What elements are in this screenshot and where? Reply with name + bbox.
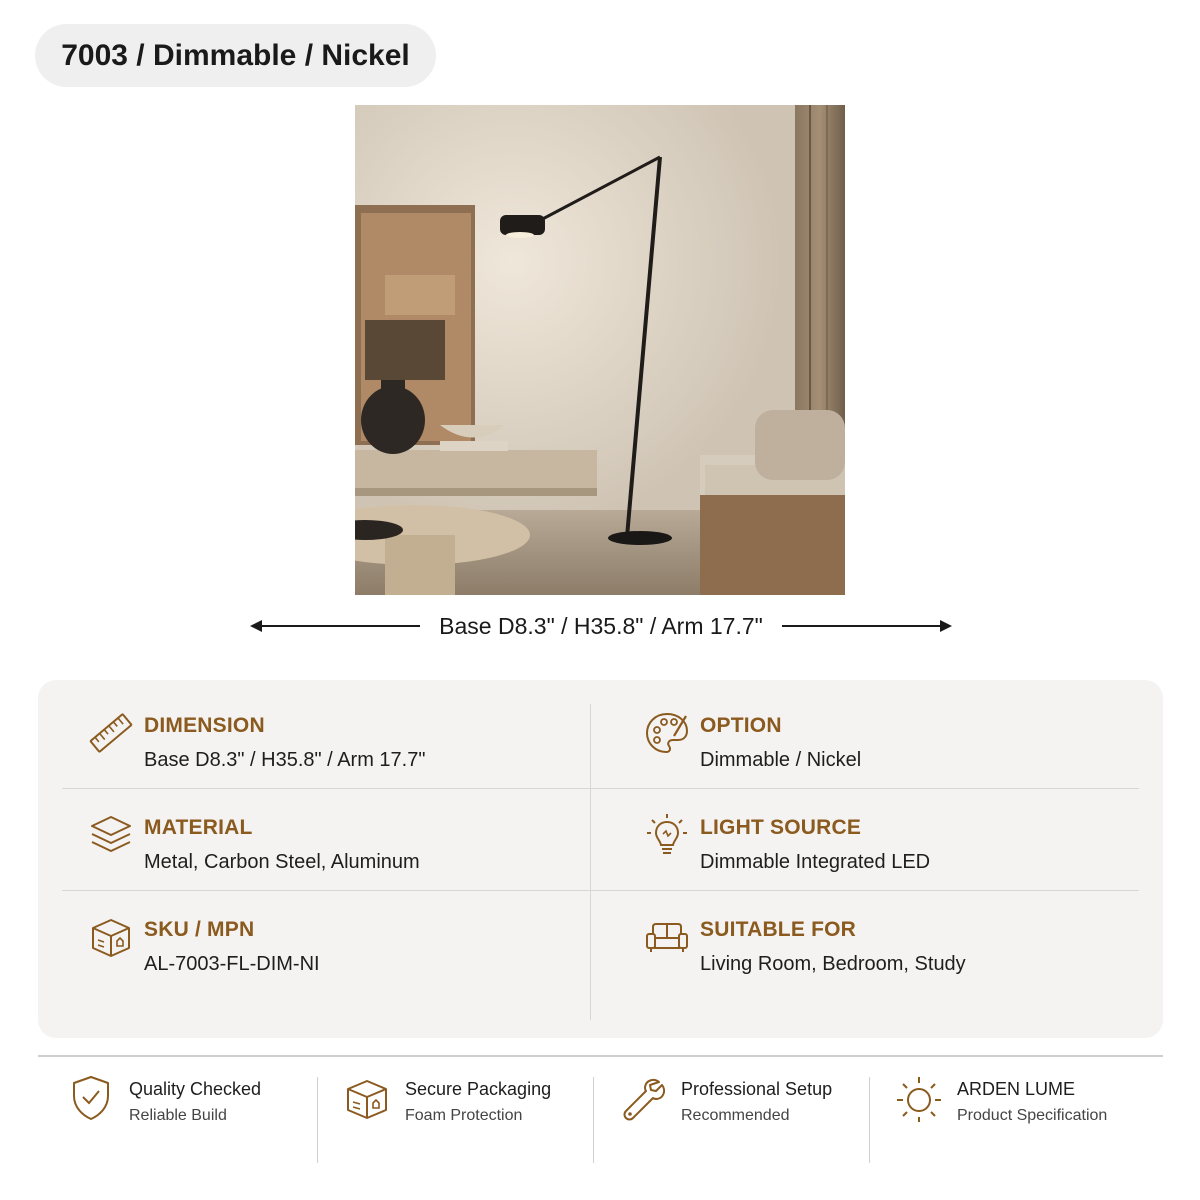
product-title <box>35 24 436 87</box>
lamp-room-illustration <box>355 105 845 595</box>
badge-brand <box>897 1074 1167 1164</box>
spec-suitable-for-label: SUITABLE FOR <box>700 918 857 941</box>
spec-material <box>88 812 588 902</box>
spec-sku <box>88 914 588 1004</box>
spec-dimension-value: Base D8.3" / H35.8" / Arm 17.7" <box>144 749 426 771</box>
palette-icon <box>644 710 690 756</box>
badge-quality-subtitle: Reliable Build <box>129 1107 227 1124</box>
badge-divider <box>869 1077 870 1163</box>
badge-setup-subtitle: Recommended <box>681 1107 790 1124</box>
spec-option-value: Dimmable / Nickel <box>700 749 862 771</box>
spec-suitable-for <box>644 914 1144 1004</box>
badge-quality-title: Quality Checked <box>129 1079 262 1099</box>
spec-divider-vertical <box>590 704 591 1020</box>
spec-light-source <box>644 812 1144 902</box>
product-title-text: 7003 / Dimmable / Nickel <box>61 38 410 72</box>
badge-packaging-subtitle: Foam Protection <box>405 1107 523 1124</box>
dimension-label: Base D8.3" / H35.8" / Arm 17.7" <box>439 613 763 639</box>
spec-option-label: OPTION <box>700 714 782 737</box>
package-icon <box>88 914 134 960</box>
spec-sku-label: SKU / MPN <box>144 918 255 941</box>
badge-brand-title: ARDEN LUME <box>957 1079 1076 1099</box>
badge-packaging <box>345 1074 615 1164</box>
lightbulb-icon <box>644 812 690 858</box>
spec-sku-value: AL-7003-FL-DIM-NI <box>144 953 320 975</box>
spec-light-source-label: LIGHT SOURCE <box>700 816 862 839</box>
shield-check-icon <box>69 1074 113 1122</box>
sofa-icon <box>644 914 690 960</box>
arrow-right-icon <box>940 620 952 632</box>
dimension-indicator <box>250 606 952 646</box>
wrench-icon <box>621 1074 665 1122</box>
spec-suitable-for-value: Living Room, Bedroom, Study <box>700 953 966 975</box>
badge-divider <box>593 1077 594 1163</box>
spec-dimension-label: DIMENSION <box>144 714 265 737</box>
badge-quality <box>69 1074 339 1164</box>
badge-brand-subtitle: Product Specification <box>957 1107 1108 1124</box>
spec-light-source-value: Dimmable Integrated LED <box>700 851 931 873</box>
sun-icon <box>897 1074 941 1122</box>
product-photo <box>355 105 845 595</box>
badge-setup <box>621 1074 891 1164</box>
badge-divider <box>317 1077 318 1163</box>
spec-card <box>38 680 1163 1038</box>
ruler-icon <box>88 710 134 756</box>
layers-icon <box>88 812 134 858</box>
spec-dimension <box>88 710 588 800</box>
dimension-rule-right <box>782 625 942 627</box>
badge-setup-title: Professional Setup <box>681 1079 833 1099</box>
spec-option <box>644 710 1144 800</box>
spec-material-value: Metal, Carbon Steel, Aluminum <box>144 851 420 873</box>
package-icon <box>345 1074 389 1122</box>
footer-divider <box>38 1055 1163 1057</box>
spec-material-label: MATERIAL <box>144 816 253 839</box>
badge-packaging-title: Secure Packaging <box>405 1079 552 1099</box>
